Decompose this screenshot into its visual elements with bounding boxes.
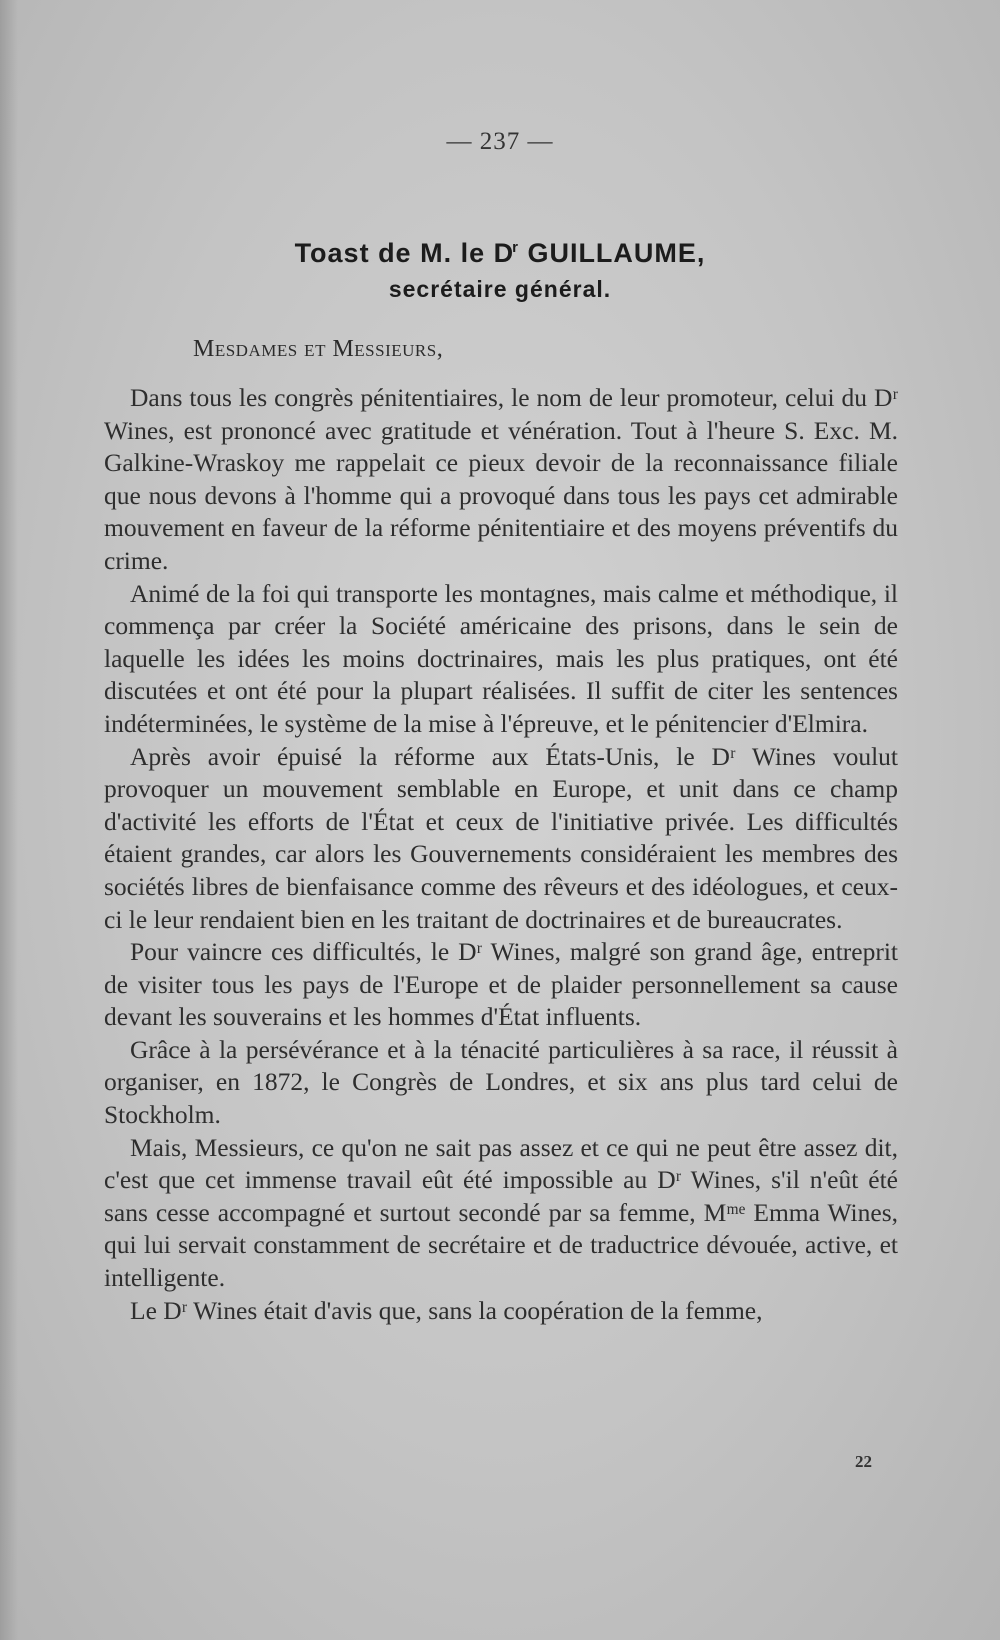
toast-heading [100,230,900,307]
paragraph-2: Animé de la foi qui transporte les montagnes, mais calme et méthodique, il commença par créer la Société américaine des prisons, dans le sein de laquelle les idées les moins doctrinaires, mais les plus pratiques, ont été discutées et ont été pour la plupart réalisées. Il suffit de citer les sentences indéterminées, le système de la mise à l'épreuve, et le pénitencier d'Elmira. [104,578,898,738]
salutation: Mesdames et Messieurs, [193,336,444,362]
paragraph-3: Après avoir épuisé la réforme aux États-Unis, le Dʳ Wines voulut provoquer un mouvement semblable en Europe, et unit dans ce champ d'activité les efforts de l'État et ceux de l'initiative privée. Les difficultés étaient grandes, car alors les Gouvernements considéraient les membres des sociétés libres de bienfaisance comme des rêveurs et des idéologues, et ceux-ci le leur rendaient bien en les traitant de doctrinaires et de bureaucrates. [104,741,898,934]
paragraph-6: Mais, Messieurs, ce qu'on ne sait pas assez et ce qui ne peut être assez dit, c'est que cet immense travail eût été impossible au Dʳ Wines, s'il n'eût été sans cesse accompagné et surtout secondé par sa femme, Mᵐᵉ Emma Wines, qui lui servait constamment de secrétaire et de traductrice dévouée, active, et intelligente. [104,1132,898,1293]
signature-mark: 22 [855,1452,872,1471]
heading-name: GUILLAUME, [518,238,706,268]
page-number: — 237 — [446,128,554,155]
heading-subtitle: secrétaire général. [388,276,612,302]
paragraph-5: Grâce à la persévérance et à la ténacité particulières à sa race, il réussit à organiser, en 1872, le Congrès de Londres, et six ans plus tard celui de Stockholm. [104,1034,898,1130]
paragraph-7: Le Dʳ Wines était d'avis que, sans la coopération de la femme, [130,1295,763,1325]
heading-title [100,230,900,271]
body-text [104,382,898,1327]
paragraph-1: Dans tous les congrès pénitentiaires, le nom de leur promoteur, celui du Dʳ Wines, est prononcé avec gratitude et vénération. Tout à l'heure S. Exc. M. Galkine-Wraskoy me rappelait ce pieux devoir de la reconnaissance filiale que nous devons à l'homme qui a provoqué dans tous les pays cet admirable mouvement en faveur de la réforme pénitentiaire et des moyens préventifs du crime. [104,383,898,575]
heading-prefix: Toast de M. le D [294,238,515,268]
paragraph-4: Pour vaincre ces difficultés, le Dʳ Wines, malgré son grand âge, entreprit de visiter tous les pays de l'Europe et de plaider personnellement sa cause devant les souverains et les hommes d'État influents. [104,937,898,1032]
heading-superscript: r [512,239,519,256]
